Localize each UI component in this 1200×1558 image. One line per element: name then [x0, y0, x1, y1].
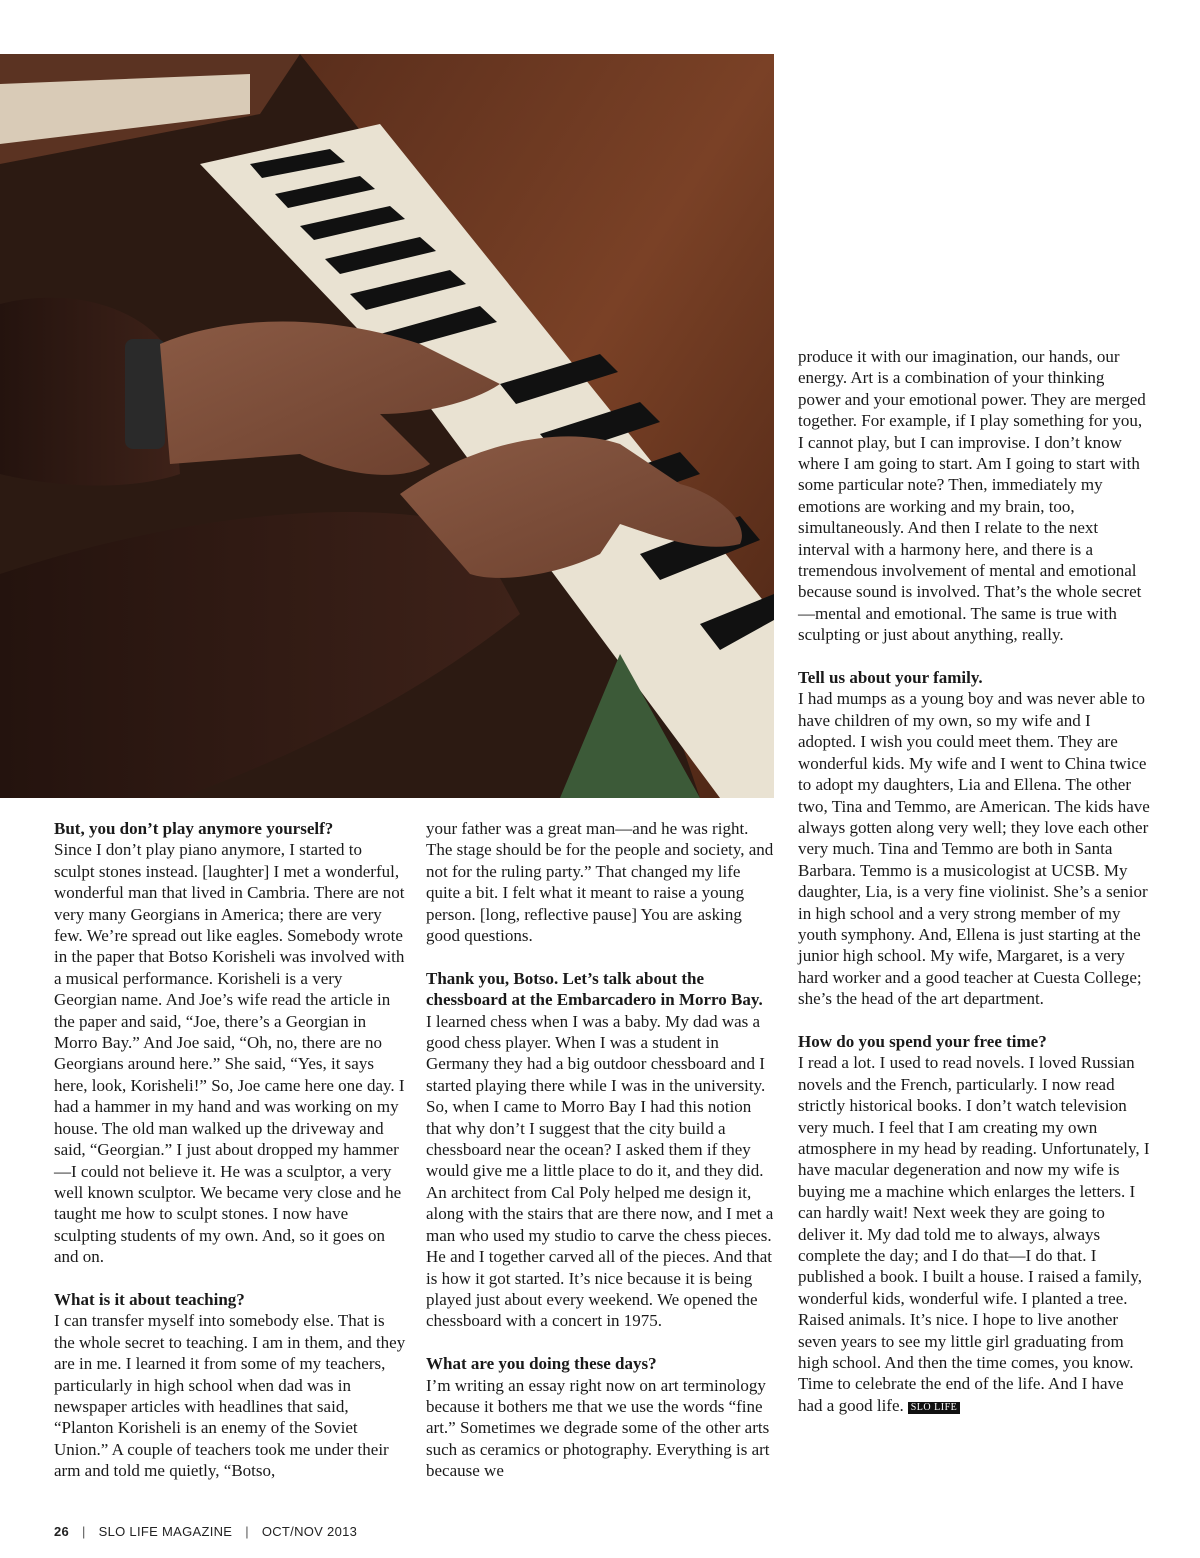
page-footer [54, 1524, 357, 1539]
question-heading: Thank you, Botso. Let’s talk about the chessboard at the Embarcadero in Morro Bay. [426, 968, 763, 1010]
answer-paragraph: I had mumps as a young boy and was never able to have children of my own, so my wife and I adopted. I wish you could meet them. They are wonderful kids. My wife and I went to China twice to adopt my daughters, Lia and Ellena. The other two, Tina and Temmo, are American. The kids have always gotten along very well; they love each other very much. Tina and Temmo are both in Santa Barbara. Temmo is a musicologist at UCSB. My daughter, Lia, is a very fine violinist. She’s a senior in high school and a very strong member of my youth symphony. And, Ellena is just starting at the junior high school. My wife, Margaret, is a very hard worker and a good teacher at Cuesta College; she’s the head of the art department. [798, 689, 1150, 1009]
article-column-2 [426, 818, 778, 1482]
question-heading: What are you doing these days? [426, 1354, 657, 1374]
article-column-1 [54, 818, 406, 1482]
question-heading: How do you spend your free time? [798, 1031, 1047, 1051]
question-heading: But, you don’t play anymore yourself? [54, 819, 334, 838]
answer-paragraph: your father was a great man—and he was right. The stage should be for the people and society, and not for the ruling party.” That changed my life quite a bit. I felt what it meant to raise a young person. [long, reflective pause] You are asking good questions. [426, 819, 774, 946]
answer-paragraph: I’m writing an essay right now on art terminology because it bothers me that we use the words “fine art.” Sometimes we degrade some of the other arts such as ceramics or photography. Everything is art because we [426, 1375, 770, 1481]
issue-date: OCT/NOV 2013 [261, 1524, 358, 1539]
answer-paragraph: I learned chess when I was a baby. My dad was a good chess player. When I was a student in Germany they had a big outdoor chessboard and I started playing there while I was in the university. So, when I came to Morro Bay I had this notion that why don’t I suggest that the city build a chessboard near the ocean? I asked them if they would give me a little place to do it, and they did. An architect from Cal Poly helped me design it, along with the stairs that are there now, and I met a man who used my studio to carve the chess pieces. He and I together carved all of the pieces. And that is how it got started. It’s nice because it is being played just about every weekend. We opened the chessboard with a concert in 1975. [426, 1011, 774, 1331]
footer-separator: | [245, 1524, 249, 1539]
footer-separator: | [81, 1524, 86, 1539]
magazine-name: SLO LIFE MAGAZINE [98, 1524, 233, 1539]
piano-hands-illustration [0, 54, 774, 798]
page-number: 26 [54, 1524, 70, 1539]
end-mark-logo: SLO LIFE [908, 1402, 961, 1414]
question-heading: What is it about teaching? [54, 1289, 245, 1309]
answer-paragraph: I can transfer myself into somebody else. That is the whole secret to teaching. I am in them, and they are in me. I learned it from some of my teachers, particularly in high school when dad was in newspaper articles with headlines that said, “Planton Korisheli is an enemy of the Soviet Union.” A couple of teachers took me under their arm and told me quietly, “Botso, [54, 1311, 406, 1481]
answer-paragraph: produce it with our imagination, our hands, our energy. Art is a combination of your thinking power and your emotional power. They are merged together. For example, if I play something for you, I cannot play, but I can improvise. I don’t know where I am going to start. Am I going to start with some particular note? Then, immediately my emotions are working and my brain, too, simultaneously. And then I relate to the next interval with a harmony here, and there is a tremendous involvement of mental and emotional because sound is involved. That’s the whole secret—mental and emotional. The same is true with sculpting or just about anything, really. [798, 347, 1146, 645]
answer-paragraph: Since I don’t play piano anymore, I started to sculpt stones instead. [laughter] I met a wonderful, wonderful man that lived in Cambria. There are not very many Georgians in America; there are very few. We’re spread out like eagles. Somebody wrote in the paper that Botso Korisheli was involved with a musical performance. Korisheli is a very Georgian name. And Joe’s wife read the article in the paper and said, “Joe, there’s a Georgian in Morro Bay.” And Joe said, “Oh, no, there are no Georgians around here.” She said, “Yes, it says here, look, Korisheli!” So, Joe came here one day. I had a hammer in my hand and was working on my house. The old man walked up the driveway and said, “Georgian.” I just about dropped my hammer—I could not believe it. He was a sculptor, a very well known sculptor. We became very close and he taught me how to sculpt stones. I now have sculpting students of my own. And, so it goes on and on. [54, 840, 405, 1267]
answer-paragraph [798, 1052, 1150, 1416]
article-column-3 [798, 346, 1150, 1416]
answer-text: I read a lot. I used to read novels. I loved Russian novels and the French, particularly. I now read strictly historical books. I don’t watch television very much. I feel that I am creating my own atmosphere in my head by reading. Unfortunately, I have macular degeneration and now my wife is buying me a machine which enlarges the letters. I can hardly wait! Next week they are going to deliver it. My dad told me to always, always complete the day; and I do that—I do that. I published a book. I built a house. I raised a family, wonderful kids, wonderful wife. I planted a tree. Raised animals. It’s nice. I hope to live another seven years to see my little girl graduating from high school. And then the time comes, you know. Time to celebrate the end of the life. And I have had a good life. [798, 1053, 1150, 1415]
question-heading: Tell us about your family. [798, 668, 983, 688]
piano-hands-photo [0, 54, 774, 798]
